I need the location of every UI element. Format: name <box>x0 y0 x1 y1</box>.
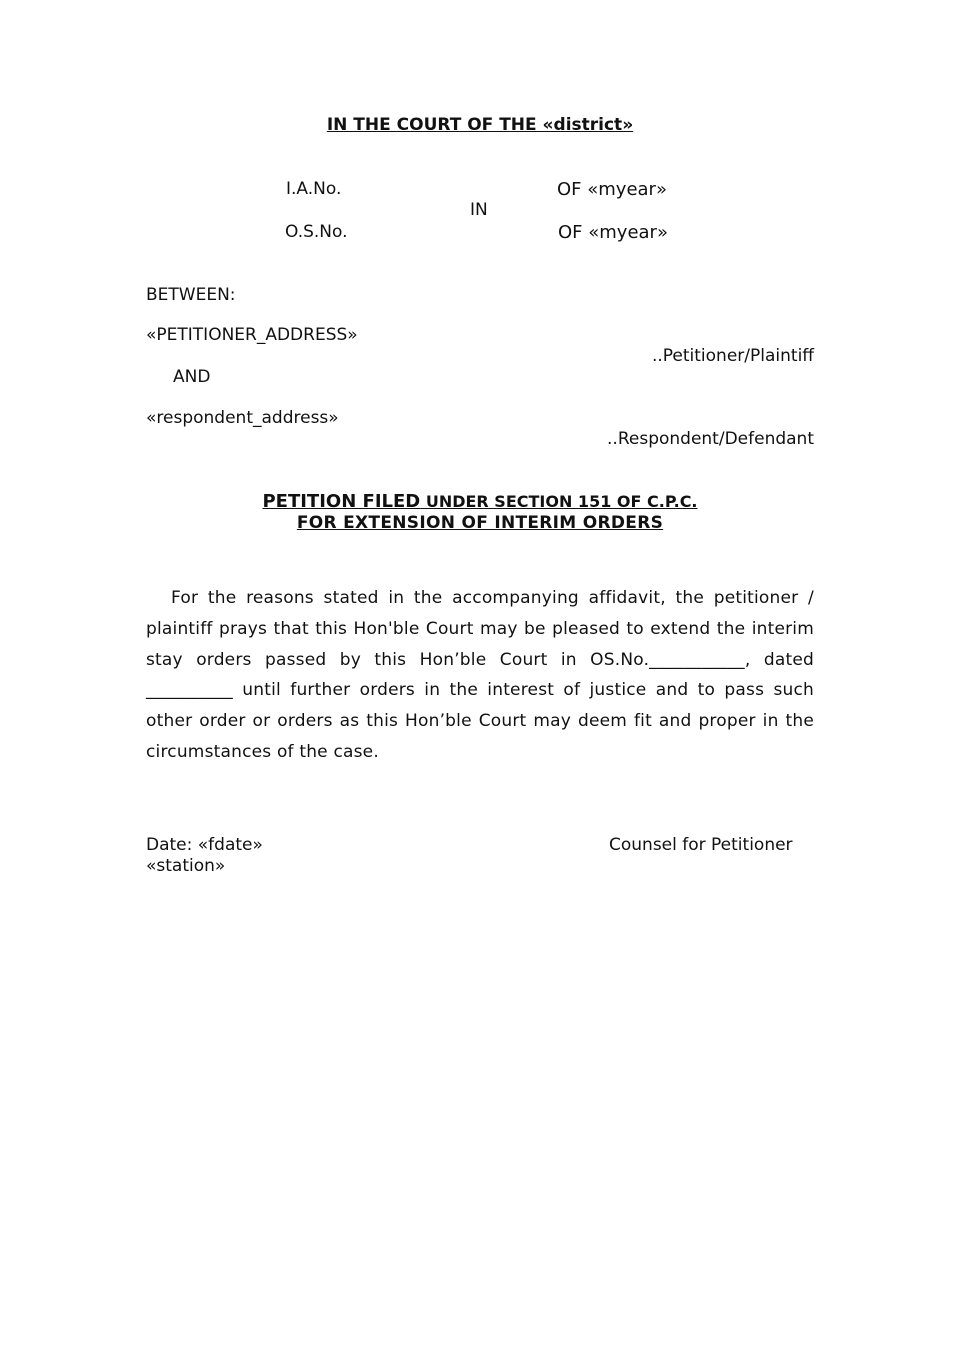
os-number-label: O.S.No. <box>285 222 348 242</box>
counsel-signature: Counsel for Petitioner <box>609 835 793 855</box>
petition-body: For the reasons stated in the accompanying affidavit, the petitioner / plaintiff prays that this Hon'ble Court may be pleased to extend the interim stay orders passed by this Hon’ble Court in OS.No.___________, dated __________ until further orders in the interest of justice and to pass such other order or orders as this Hon’ble Court may deem fit and proper in the circumstances of the case. <box>146 588 814 762</box>
ia-number-label: I.A.No. <box>286 179 342 199</box>
ia-year: OF «myear» <box>557 179 667 200</box>
respondent-role: ..Respondent/Defendant <box>607 429 814 449</box>
petition-heading-part1: PETITION FILED <box>262 491 421 512</box>
court-title: IN THE COURT OF THE «district» <box>326 115 634 135</box>
petitioner-role: ..Petitioner/Plaintiff <box>651 346 814 366</box>
petition-heading-part2: UNDER SECTION 151 OF C.P.C. <box>420 492 698 511</box>
respondent-address: «respondent_address» <box>146 408 339 428</box>
petitioner-address: «PETITIONER_ADDRESS» <box>146 325 358 345</box>
date-field: Date: «fdate» <box>146 835 263 855</box>
in-connector: IN <box>470 200 488 220</box>
between-label: BETWEEN: <box>146 285 236 305</box>
and-label: AND <box>173 367 211 387</box>
petition-heading-line2: FOR EXTENSION OF INTERIM ORDERS <box>296 513 664 533</box>
os-year: OF «myear» <box>558 222 668 243</box>
station-field: «station» <box>146 856 226 876</box>
petition-heading-line1 <box>0 493 960 511</box>
